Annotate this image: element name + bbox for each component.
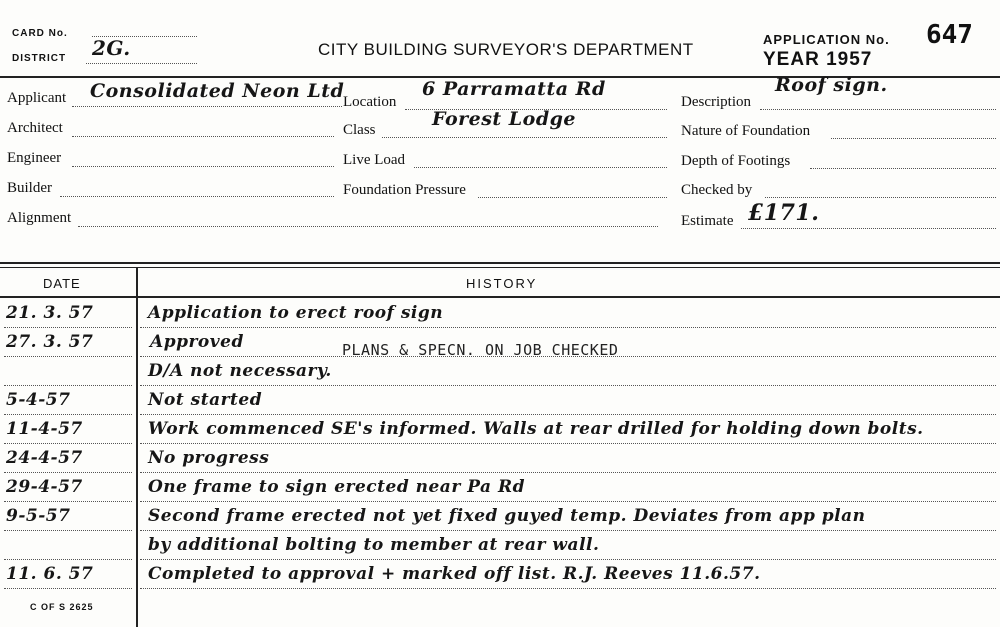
history-entry: Completed to approval + marked off list. R.J. Reeves 11.6.57. bbox=[148, 564, 761, 584]
history-entry-line bbox=[140, 385, 996, 386]
year-label: YEAR 1957 bbox=[763, 49, 873, 70]
live-load-label: Live Load bbox=[343, 152, 406, 168]
description-value: Roof sign. bbox=[775, 74, 888, 96]
history-entry: Application to erect roof sign bbox=[148, 303, 444, 323]
checked-by-label: Checked by bbox=[681, 182, 753, 198]
applicant-line bbox=[72, 106, 342, 107]
applicant-label: Applicant bbox=[7, 90, 67, 106]
location-value: 6 Parramatta Rd bbox=[422, 78, 606, 100]
history-date: 29-4-57 bbox=[6, 477, 83, 497]
history-date: 5-4-57 bbox=[6, 390, 71, 410]
class-label: Class bbox=[343, 122, 376, 138]
history-header-rule bbox=[0, 296, 1000, 298]
card-no-label: CARD No. bbox=[12, 28, 68, 39]
history-date-line bbox=[4, 530, 132, 531]
history-date: 11-4-57 bbox=[6, 419, 83, 439]
history-entry-line bbox=[140, 443, 996, 444]
estimate-line bbox=[741, 228, 996, 229]
history-date: 24-4-57 bbox=[6, 448, 83, 468]
district-label: DISTRICT bbox=[12, 53, 67, 64]
history-entry-line bbox=[140, 472, 996, 473]
history-date-line bbox=[4, 443, 132, 444]
application-no-label: APPLICATION No. bbox=[763, 32, 890, 47]
depth-of-footings-line bbox=[810, 168, 996, 169]
foundation-pressure-label: Foundation Pressure bbox=[343, 182, 466, 198]
architect-label: Architect bbox=[7, 120, 63, 136]
history-entry: D/A not necessary. bbox=[148, 361, 332, 381]
history-entry-line bbox=[140, 559, 996, 560]
history-date-line bbox=[4, 501, 132, 502]
application-no-value: 647 bbox=[926, 20, 973, 50]
history-entry: Second frame erected not yet fixed guyed temp. Deviates from app plan bbox=[148, 506, 866, 526]
history-date-line bbox=[4, 559, 132, 560]
history-date-line bbox=[4, 356, 132, 357]
description-label: Description bbox=[681, 94, 751, 110]
department-title: CITY BUILDING SURVEYOR'S DEPARTMENT bbox=[318, 40, 694, 59]
nature-of-foundation-label: Nature of Foundation bbox=[681, 123, 811, 139]
alignment-label: Alignment bbox=[7, 210, 72, 226]
form-code: C OF S 2625 bbox=[30, 602, 94, 612]
history-entry: Approved bbox=[150, 332, 244, 352]
history-date-line bbox=[4, 327, 132, 328]
history-entry: Not started bbox=[148, 390, 263, 410]
plans-checked-stamp: PLANS & SPECN. ON JOB CHECKED bbox=[342, 341, 619, 359]
live-load-line bbox=[414, 167, 667, 168]
checked-by-line bbox=[765, 197, 996, 198]
history-date-line bbox=[4, 385, 132, 386]
location-label: Location bbox=[343, 94, 397, 110]
alignment-line bbox=[78, 226, 658, 227]
nature-of-foundation-line bbox=[831, 138, 996, 139]
class-line bbox=[382, 137, 667, 138]
history-entry: No progress bbox=[148, 448, 270, 468]
history-date: 11. 6. 57 bbox=[6, 564, 94, 584]
description-line bbox=[760, 109, 996, 110]
history-date: 21. 3. 57 bbox=[6, 303, 94, 323]
builder-label: Builder bbox=[7, 180, 52, 196]
history-entry-line bbox=[140, 327, 996, 328]
estimate-label: Estimate bbox=[681, 213, 734, 229]
district-value: 2G. bbox=[92, 36, 131, 60]
history-entry: Work commenced SE's informed. Walls at rear drilled for holding down bolts. bbox=[148, 419, 924, 439]
engineer-line bbox=[72, 166, 334, 167]
history-entry-line bbox=[140, 414, 996, 415]
history-date-line bbox=[4, 414, 132, 415]
history-entry: by additional bolting to member at rear wall. bbox=[148, 535, 600, 555]
history-entry-line bbox=[140, 501, 996, 502]
history-date: 27. 3. 57 bbox=[6, 332, 94, 352]
date-column-header: DATE bbox=[43, 276, 81, 291]
history-date: 9-5-57 bbox=[6, 506, 71, 526]
date-column-divider bbox=[136, 268, 138, 627]
architect-line bbox=[72, 136, 334, 137]
applicant-value: Consolidated Neon Ltd bbox=[90, 80, 345, 102]
depth-of-footings-label: Depth of Footings bbox=[681, 153, 791, 169]
class-value: Forest Lodge bbox=[432, 108, 577, 130]
history-entry: One frame to sign erected near Pa Rd bbox=[148, 477, 525, 497]
builder-line bbox=[60, 196, 334, 197]
history-column-header: HISTORY bbox=[466, 276, 538, 291]
foundation-pressure-line bbox=[478, 197, 667, 198]
card-no-line bbox=[92, 36, 197, 37]
history-entry-line bbox=[140, 530, 996, 531]
estimate-value: £171. bbox=[748, 200, 820, 226]
history-entry-line bbox=[140, 588, 996, 589]
history-date-line bbox=[4, 472, 132, 473]
history-top-rule-thin bbox=[0, 267, 1000, 268]
history-date-line bbox=[4, 588, 132, 589]
history-top-rule bbox=[0, 262, 1000, 264]
district-line bbox=[86, 63, 197, 64]
engineer-label: Engineer bbox=[7, 150, 62, 166]
